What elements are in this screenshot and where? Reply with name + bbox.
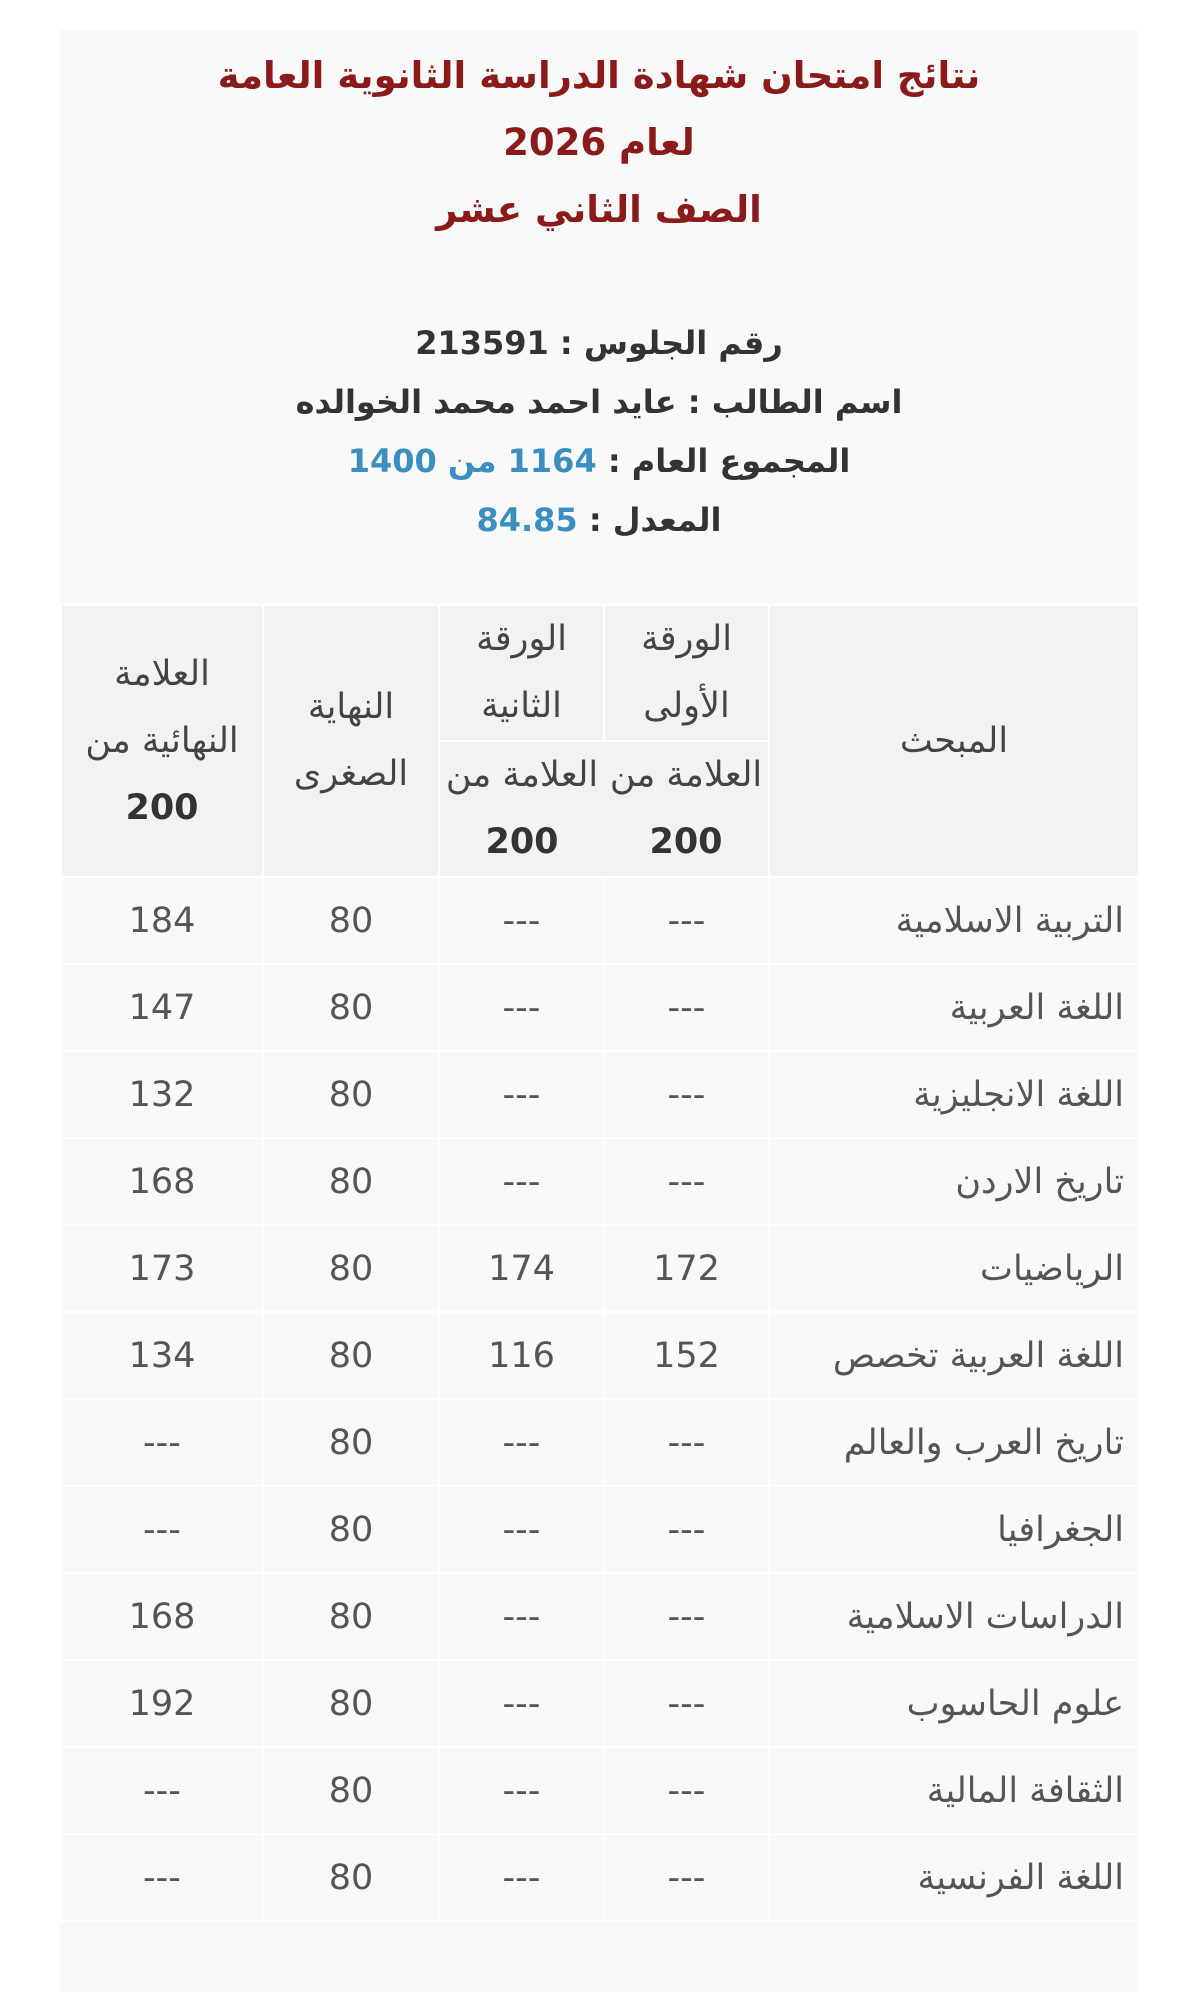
final-cell: 184	[61, 877, 263, 964]
paper2-column-header: الورقة الثانية	[439, 605, 604, 741]
min-cell: 80	[263, 1660, 439, 1747]
seat-number-line	[60, 314, 1138, 373]
paper2-cell: ---	[439, 1399, 604, 1486]
subject-cell: اللغة الانجليزية	[769, 1051, 1139, 1138]
results-table-body	[61, 877, 1139, 1921]
min-cell: 80	[263, 1051, 439, 1138]
paper1-cell: ---	[604, 1573, 769, 1660]
table-row	[61, 1747, 1139, 1834]
paper1-cell: ---	[604, 1051, 769, 1138]
total-score-of: من	[447, 442, 497, 480]
final-cell: 147	[61, 964, 263, 1051]
final-cell: 134	[61, 1312, 263, 1399]
total-score-label: المجموع العام :	[607, 442, 851, 480]
subject-cell: اللغة العربية تخصص	[769, 1312, 1139, 1399]
total-score-max: 1400	[347, 442, 437, 480]
table-row	[61, 1486, 1139, 1573]
table-row	[61, 1312, 1139, 1399]
min-cell: 80	[263, 1834, 439, 1921]
paper1-cell: ---	[604, 1138, 769, 1225]
min-cell: 80	[263, 1486, 439, 1573]
min-cell: 80	[263, 1747, 439, 1834]
exam-year: لعام 2026	[503, 121, 695, 164]
paper2-cell: ---	[439, 1747, 604, 1834]
total-score-value: 1164	[507, 442, 597, 480]
table-row	[61, 964, 1139, 1051]
subject-cell: التربية الاسلامية	[769, 877, 1139, 964]
min-grade-column-header: النهاية الصغرى	[263, 605, 439, 877]
final-cell: 168	[61, 1573, 263, 1660]
total-score-line	[60, 432, 1138, 491]
paper2-cell: ---	[439, 1573, 604, 1660]
paper2-cell: ---	[439, 1660, 604, 1747]
min-cell: 80	[263, 1312, 439, 1399]
paper2-cell: ---	[439, 1834, 604, 1921]
paper2-cell: 174	[439, 1225, 604, 1312]
subject-cell: تاريخ الاردن	[769, 1138, 1139, 1225]
subject-cell: الرياضيات	[769, 1225, 1139, 1312]
paper1-column-header: الورقة الأولى	[604, 605, 769, 741]
paper1-cell: 172	[604, 1225, 769, 1312]
table-row	[61, 1573, 1139, 1660]
subject-cell: الثقافة المالية	[769, 1747, 1139, 1834]
average-value: 84.85	[476, 501, 578, 539]
subject-cell: تاريخ العرب والعالم	[769, 1399, 1139, 1486]
paper1-cell: ---	[604, 1834, 769, 1921]
min-cell: 80	[263, 1399, 439, 1486]
min-cell: 80	[263, 1573, 439, 1660]
paper1-cell: ---	[604, 1747, 769, 1834]
paper1-cell: ---	[604, 1486, 769, 1573]
final-cell: ---	[61, 1747, 263, 1834]
table-row	[61, 1834, 1139, 1921]
page-title: نتائج امتحان شهادة الدراسة الثانوية العامة	[217, 54, 981, 97]
subject-cell: علوم الحاسوب	[769, 1660, 1139, 1747]
table-row	[61, 1660, 1139, 1747]
table-row	[61, 1225, 1139, 1312]
table-row	[61, 1051, 1139, 1138]
paper1-cell: ---	[604, 1399, 769, 1486]
min-cell: 80	[263, 1225, 439, 1312]
final-cell: 173	[61, 1225, 263, 1312]
student-info	[60, 314, 1138, 550]
paper1-cell: ---	[604, 1660, 769, 1747]
paper1-cell: ---	[604, 964, 769, 1051]
student-name-line	[60, 373, 1138, 432]
grade-level: الصف الثاني عشر	[436, 188, 762, 231]
paper2-cell: ---	[439, 1138, 604, 1225]
final-grade-column-header: العلامة النهائية من 200	[61, 605, 263, 877]
student-name-label: اسم الطالب :	[687, 383, 903, 421]
final-cell: ---	[61, 1486, 263, 1573]
min-cell: 80	[263, 964, 439, 1051]
subject-column-header: المبحث	[769, 605, 1139, 877]
min-cell: 80	[263, 1138, 439, 1225]
paper1-cell: 152	[604, 1312, 769, 1399]
paper1-cell: ---	[604, 877, 769, 964]
results-header	[60, 42, 1138, 243]
subject-cell: الدراسات الاسلامية	[769, 1573, 1139, 1660]
average-line	[60, 491, 1138, 550]
table-row	[61, 877, 1139, 964]
min-cell: 80	[263, 877, 439, 964]
student-name-value: عايد احمد محمد الخوالده	[295, 383, 677, 421]
final-cell: ---	[61, 1834, 263, 1921]
paper2-cell: 116	[439, 1312, 604, 1399]
subject-cell: الجغرافيا	[769, 1486, 1139, 1573]
table-row	[61, 1399, 1139, 1486]
seat-number-label: رقم الجلوس :	[559, 324, 783, 362]
final-cell: 168	[61, 1138, 263, 1225]
paper2-cell: ---	[439, 964, 604, 1051]
final-cell: ---	[61, 1399, 263, 1486]
final-cell: 192	[61, 1660, 263, 1747]
paper2-cell: ---	[439, 1051, 604, 1138]
paper2-cell: ---	[439, 1486, 604, 1573]
paper2-cell: ---	[439, 877, 604, 964]
final-cell: 132	[61, 1051, 263, 1138]
results-table	[60, 604, 1140, 1922]
subject-cell: اللغة الفرنسية	[769, 1834, 1139, 1921]
subject-cell: اللغة العربية	[769, 964, 1139, 1051]
average-label: المعدل :	[588, 501, 722, 539]
table-row	[61, 1138, 1139, 1225]
paper-grade-subheader: العلامة من العلامة من 200 200	[439, 741, 769, 877]
seat-number-value: 213591	[415, 324, 549, 362]
